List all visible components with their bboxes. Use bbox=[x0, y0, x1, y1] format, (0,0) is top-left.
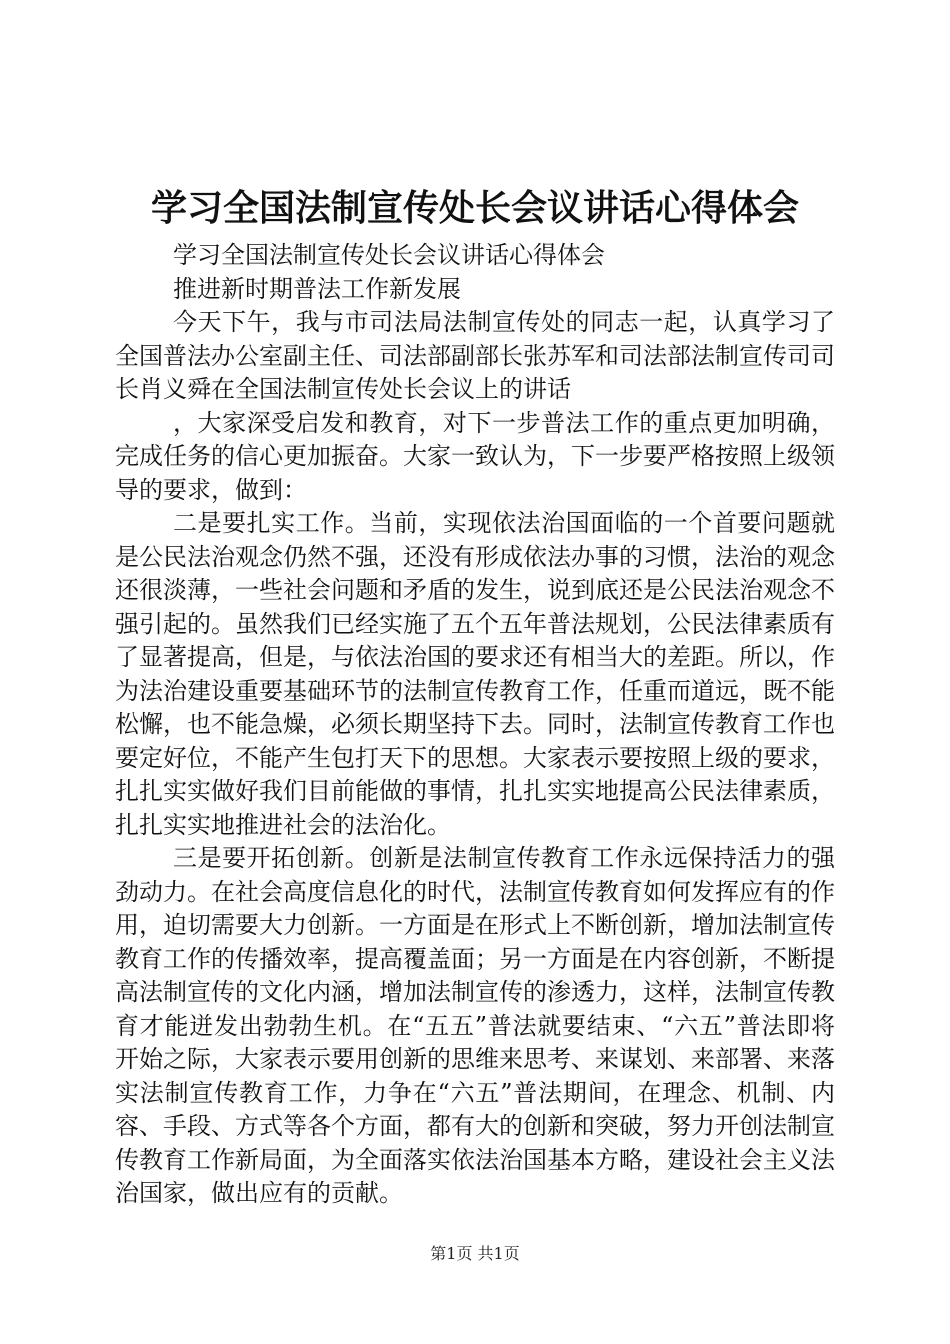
document-title: 学习全国法制宣传处长会议讲话心得体会 bbox=[150, 187, 799, 229]
paragraph-intro: 今天下午，我与市司法局法制宣传处的同志一起，认真学习了全国普法办公室副主任、司法部副部长张苏军和司法部法制宣传司司长肖义舜在全国法制宣传处长会议上的讲话 bbox=[115, 308, 835, 403]
paragraph-consensus: ，大家深受启发和教育，对下一步普法工作的重点更加明确，完成任务的信心更加振奋。大家一致认为，下一步要严格按照上级领导的要求，做到： bbox=[115, 408, 835, 504]
paragraph-point-two: 二是要扎实工作。当前，实现依法治国面临的一个首要问题就是公民法治观念仍然不强，还没有形成依法办事的习惯，法治的观念还很淡薄，一些社会问题和矛盾的发生，说到底还是公民法治观念不强引起的。虽然我们已经实施了五个五年普法规划，公民法律素质有了显著提高，但是，与依法治国的要求还有相当大的差距。所以，作为法治建设重要基础环节的法制宣传教育工作，任重而道远，既不能松懈，也不能急燥，必须长期坚持下去。同时，法制宣传教育工作也要定好位，不能产生包打天下的思想。大家表示要按照上级的要求，扎扎实实做好我们目前能做的事情，扎扎实实地提高公民法律素质，扎扎实实地推进社会的法治化。 bbox=[115, 509, 835, 839]
page-footer: 第1页 共1页 bbox=[430, 1244, 520, 1263]
paragraph-point-three: 三是要开拓创新。创新是法制宣传教育工作永远保持活力的强劲动力。在社会高度信息化的时代，法制宣传教育如何发挥应有的作用，迫切需要大力创新。一方面是在形式上不断创新，增加法制宣传教育工作的传播效率，提高覆盖面；另一方面是在内容创新，不断提高法制宣传的文化内涵，增加法制宣传的渗透力，这样，法制宣传教育才能迸发出勃勃生机。在“五五”普法就要结束、“六五”普法即将开始之际，大家表示要用创新的思维来思考、来谋划、来部署、来落实法制宣传教育工作，力争在“六五”普法期间，在理念、机制、内容、手段、方式等各个方面，都有大的创新和突破，努力开创法制宣传教育工作新局面，为全面落实依法治国基本方略，建设社会主义法治国家，做出应有的贡献。 bbox=[115, 844, 835, 1207]
document-body bbox=[115, 239, 835, 1211]
paragraph-subtitle: 学习全国法制宣传处长会议讲话心得体会 bbox=[173, 241, 605, 269]
paragraph-heading: 推进新时期普法工作新发展 bbox=[173, 274, 461, 303]
